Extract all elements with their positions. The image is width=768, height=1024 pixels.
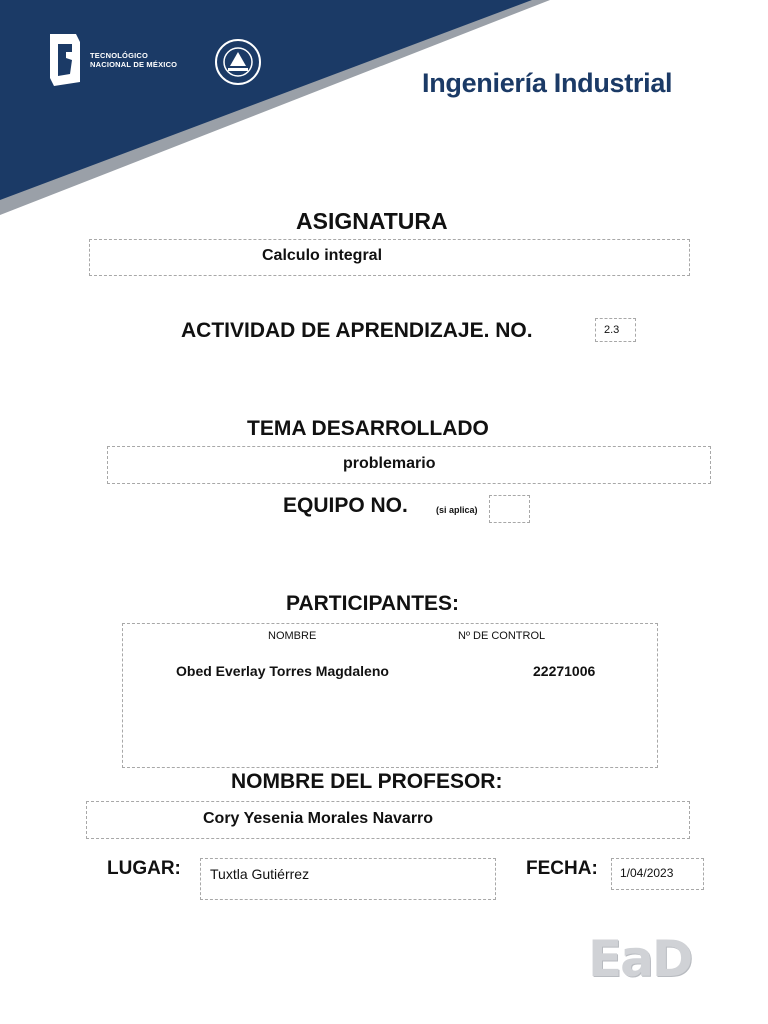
tecnm-emblem-icon [46,30,84,90]
actividad-value: 2.3 [604,324,620,336]
institute-seal-icon [214,38,262,86]
asignatura-field[interactable] [89,239,690,276]
column-header-nombre: NOMBRE [268,630,317,642]
participant-name: Obed Everlay Torres Magdaleno [176,663,389,679]
lugar-value: Tuxtla Gutiérrez [210,866,310,882]
equipo-field[interactable] [489,495,530,523]
tecnm-logo [46,30,177,90]
actividad-heading: ACTIVIDAD DE APRENDIZAJE. NO. [181,319,533,342]
lugar-label: LUGAR: [107,858,181,879]
institution-line-2: NACIONAL DE MÉXICO [90,60,178,69]
profesor-heading: NOMBRE DEL PROFESOR: [231,770,503,793]
fecha-value: 1/04/2023 [620,866,674,880]
equipo-heading: EQUIPO NO. [283,494,408,517]
department-title: Ingeniería Industrial [422,68,673,98]
profesor-value: Cory Yesenia Morales Navarro [203,810,434,827]
tema-value: problemario [343,455,436,472]
fecha-label: FECHA: [526,858,598,879]
tema-heading: TEMA DESARROLLADO [247,417,489,440]
institution-line-1: TECNOLÓGICO [90,51,149,60]
column-header-control: Nº DE CONTROL [458,630,546,642]
participant-control: 22271006 [533,663,596,679]
ead-logo: EaD [588,930,692,988]
participantes-table[interactable] [122,623,658,768]
participantes-heading: PARTICIPANTES: [286,592,460,615]
asignatura-value: Calculo integral [262,247,383,264]
asignatura-heading: ASIGNATURA [296,208,448,234]
equipo-note: (si aplica) [436,505,478,515]
